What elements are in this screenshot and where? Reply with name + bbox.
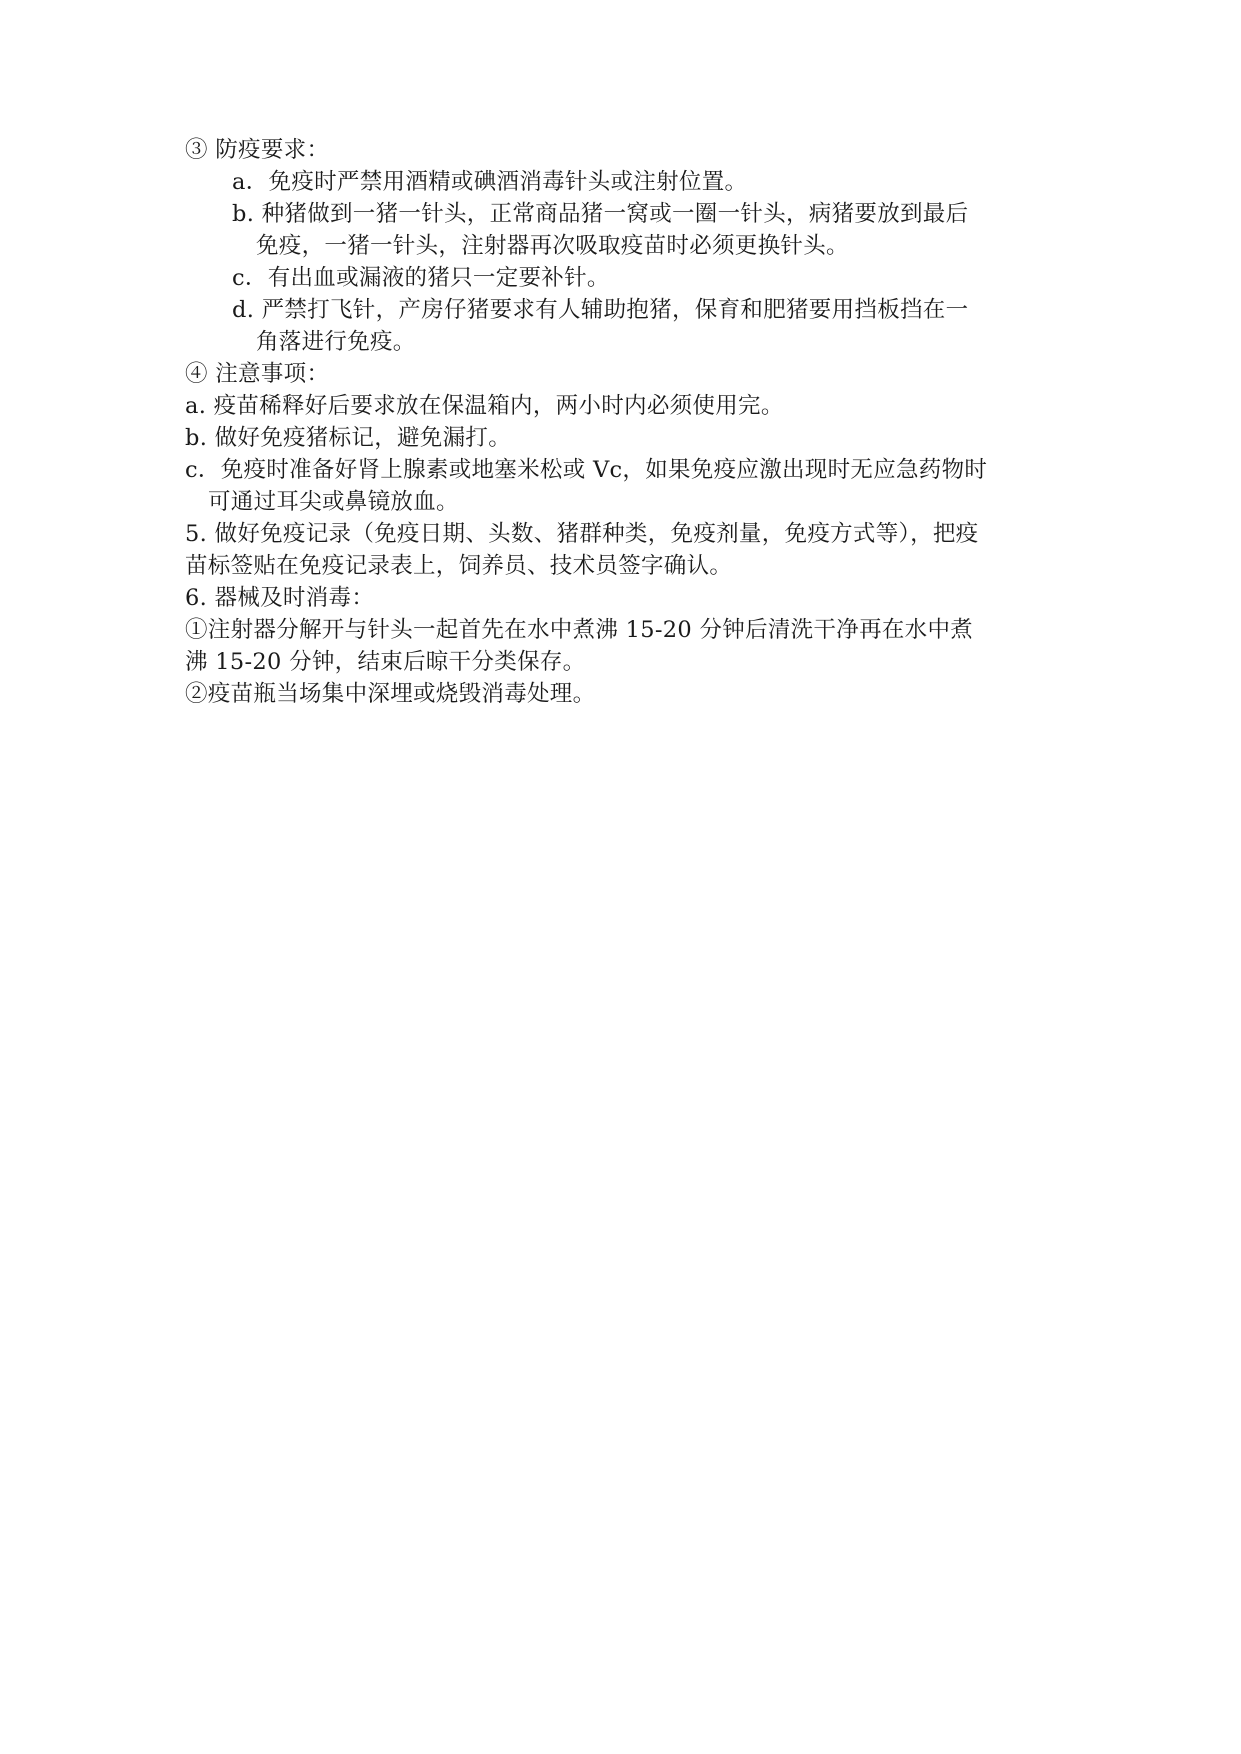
section4-item-b: b. 做好免疫猪标记，避免漏打。 bbox=[185, 425, 512, 451]
item5-line1: 5. 做好免疫记录（免疫日期、头数、猪群种类，免疫剂量，免疫方式等），把疫 bbox=[185, 521, 979, 547]
section3-heading: ③ 防疫要求： bbox=[185, 137, 330, 163]
section3-item-c: c．有出血或漏液的猪只一定要补针。 bbox=[232, 265, 610, 291]
section3-item-b-line2: 免疫，一猪一针头，注射器再次吸取疫苗时必须更换针头。 bbox=[256, 233, 849, 259]
section3-item-d-line2: 角落进行免疫。 bbox=[256, 329, 416, 355]
section4-item-a: a. 疫苗稀释好后要求放在保温箱内，两小时内必须使用完。 bbox=[185, 393, 784, 419]
item6-paragraph2: ②疫苗瓶当场集中深埋或烧毁消毒处理。 bbox=[185, 681, 596, 707]
section3-item-b-line1: b. 种猪做到一猪一针头，正常商品猪一窝或一圈一针头，病猪要放到最后 bbox=[232, 201, 969, 227]
item5-line2: 苗标签贴在免疫记录表上，饲养员、技术员签字确认。 bbox=[185, 553, 733, 579]
section4-heading: ④ 注意事项： bbox=[185, 361, 330, 387]
item6-heading: 6. 器械及时消毒： bbox=[185, 585, 375, 611]
section4-item-c-line2: 可通过耳尖或鼻镜放血。 bbox=[208, 489, 459, 515]
section4-item-c-line1: c．免疫时准备好肾上腺素或地塞米松或 Vc，如果免疫应激出现时无应急药物时 bbox=[185, 457, 988, 483]
section3-item-a: a．免疫时严禁用酒精或碘酒消毒针头或注射位置。 bbox=[232, 169, 748, 195]
item6-paragraph1-line1: ①注射器分解开与针头一起首先在水中煮沸 15-20 分钟后清洗干净再在水中煮 bbox=[185, 617, 974, 643]
section3-item-d-line1: d. 严禁打飞针，产房仔猪要求有人辅助抱猪，保育和肥猪要用挡板挡在一 bbox=[232, 297, 969, 323]
item6-paragraph1-line2: 沸 15-20 分钟，结束后晾干分类保存。 bbox=[185, 649, 586, 675]
